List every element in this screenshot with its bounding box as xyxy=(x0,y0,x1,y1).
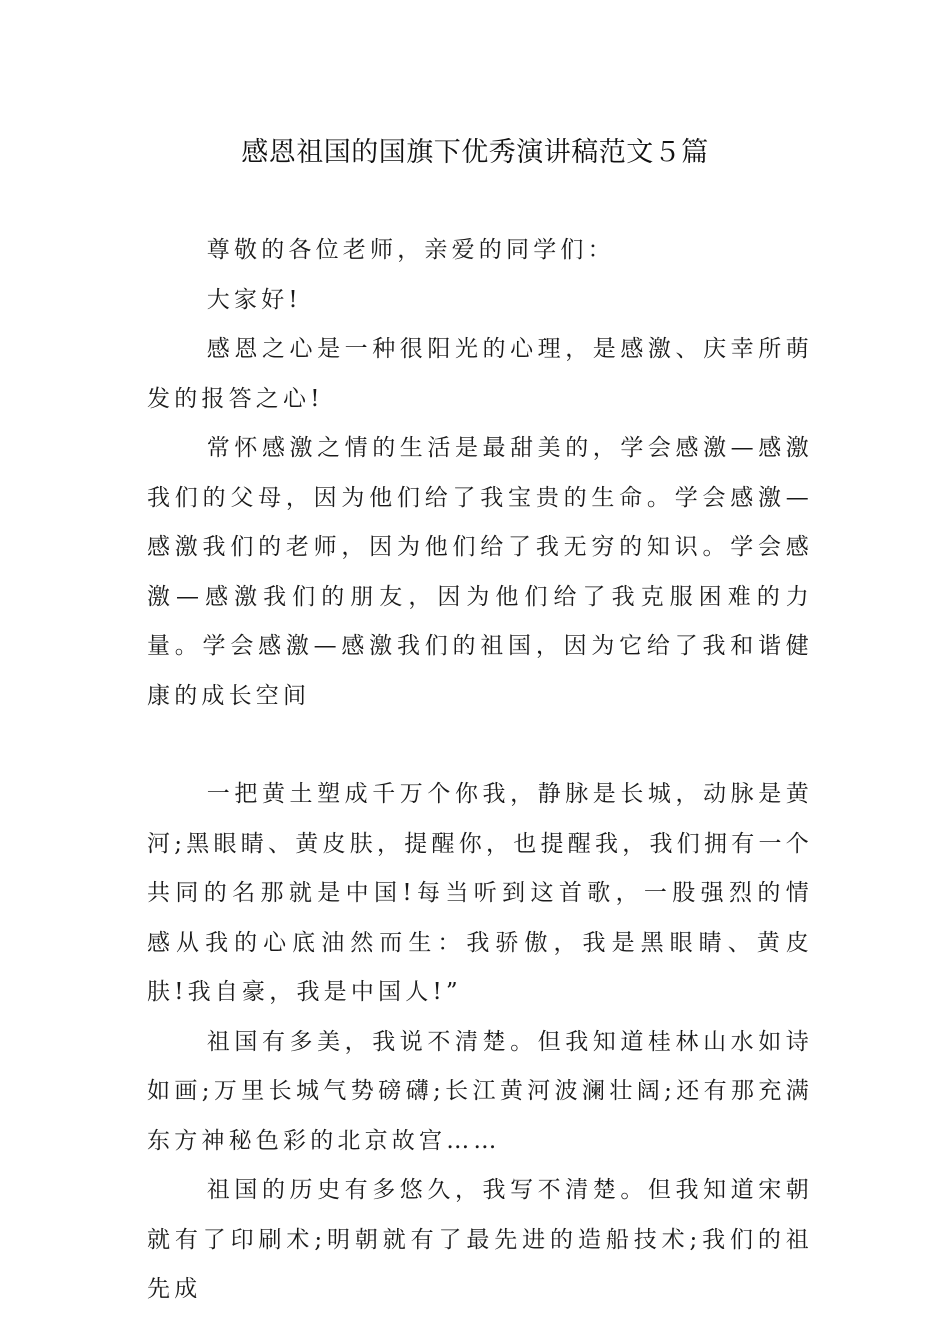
document-body xyxy=(147,226,813,1315)
body-paragraph: 祖国有多美，我说不清楚。但我知道桂林山水如诗如画;万里长城气势磅礴;长江黄河波澜壮阔;还有那充满东方神秘色彩的北京故宫…… xyxy=(147,1028,813,1154)
document-title: 感恩祖国的国旗下优秀演讲稿范文５篇 xyxy=(241,137,709,168)
body-paragraph: 感恩之心是一种很阳光的心理，是感激、庆幸所萌发的报答之心! xyxy=(147,336,813,412)
body-paragraph: 常怀感激之情的生活是最甜美的，学会感激—感激我们的父母，因为他们给了我宝贵的生命。学会感激—感激我们的老师，因为他们给了我无穷的知识。学会感激—感激我们的朋友，因为他们给了我克服困难的力量。学会感激—感激我们的祖国，因为它给了我和谐健康的成长空间 xyxy=(147,435,813,709)
body-paragraph: 祖国的历史有多悠久，我写不清楚。但我知道宋朝就有了印刷术;明朝就有了最先进的造船技术;我们的祖先成 xyxy=(147,1177,813,1302)
body-paragraph: 一把黄土塑成千万个你我，静脉是长城，动脉是黄河;黑眼睛、黄皮肤，提醒你，也提醒我，我们拥有一个共同的名那就是中国!每当听到这首歌，一股强烈的情感从我的心底油然而生：我骄傲，我是黑眼睛、黄皮肤!我自豪，我是中国人!” xyxy=(147,781,813,1005)
greeting-paragraph: 大家好! xyxy=(206,286,302,313)
salutation-paragraph: 尊敬的各位老师，亲爱的同学们： xyxy=(206,237,615,263)
paragraph-spacer xyxy=(147,721,813,770)
